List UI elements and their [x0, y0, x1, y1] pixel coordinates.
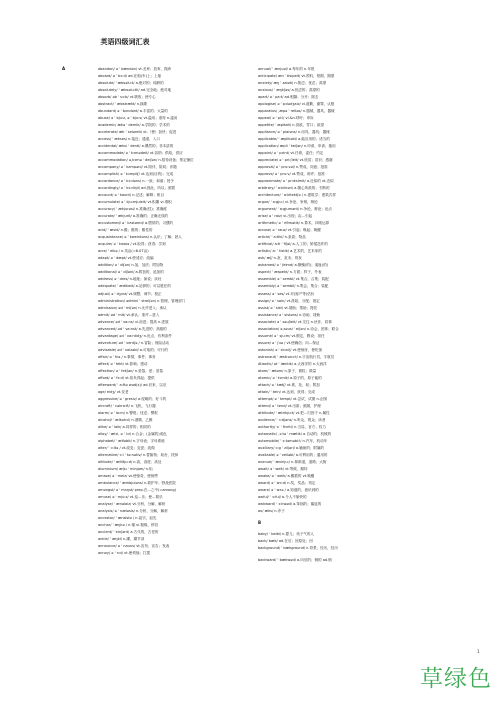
word-entry: assure/ ə ' ʃuə / vt.使确信；向…保证: [258, 340, 320, 345]
word-entry: additional/ ə ' diʃənl/ a.附加的，追加的: [98, 270, 164, 275]
word-entry: astonish/ ə ' stɔniʃ/ vt.使惊讶，使吃惊: [258, 347, 323, 352]
word-entry: advantage/ əd ' vaːntidʒ/ n.优点，有利条件: [98, 333, 172, 338]
word-entry: accordingly/ ə ' kɔːdiŋli/ ad.因此，所以；照着: [98, 186, 176, 191]
word-entry: accidental/ æksi ' dentl/ a.偶然的；非本质的: [98, 144, 174, 149]
word-entry: alike/ ə ' laik/ a.同样的；相同的: [98, 424, 151, 429]
word-entry: artistic/ aː ' tistik/ a.艺术的，艺术家的: [258, 249, 322, 254]
word-entry: apart/ ə ' paːt/ ad.相隔；分开；除去: [258, 95, 319, 100]
word-entry: aggressive/ ə ' gresiv/ a.侵略的；好斗的: [98, 396, 167, 401]
word-entry: avenue/ ' ævinjuː/ n.林荫道，道路；大街: [258, 459, 327, 464]
word-entry: acre/ ' eikə / n.英亩(=6.07亩): [98, 249, 149, 254]
word-entry: assign/ ə ' sain/ vt.派给，分配；指定: [258, 298, 320, 303]
word-entry: affair/ ə ' fɛə / n.事情，事件；事务: [98, 354, 156, 359]
word-entry: admit/ əd ' mit/ vt.承认；准许…进入: [98, 312, 160, 317]
word-entry: atom/ ' ætəm/ n.原子，微粒；微量: [258, 368, 317, 373]
word-entry: amongst/ ə ' mʌŋst/ prep.在…之中(=among): [98, 487, 177, 492]
word-entry: await/ ə ' weit/ vt.等候，期待: [258, 466, 308, 471]
word-entry: analysis/ ə ' næləsis/ n.分析，分解，解析: [98, 508, 168, 513]
word-entry: award/ ə ' wɔːd/ n.奖，奖品；判定: [258, 480, 316, 485]
word-entry: approve/ ə ' pruːv/ vt.赞成，称许；批准: [258, 172, 325, 177]
word-entry: anchor/ ' æŋkə / n.锚 vi.抛锚，停泊: [98, 523, 159, 528]
word-entry: ax/ æks/ n.斧子: [258, 508, 285, 513]
word-entry: application/ æpli ' keiʃən/ n.申请，申请；施用: [258, 144, 336, 149]
word-entry: architecture/ ' aːkitektʃə / n.建筑学；建筑式样: [258, 193, 336, 198]
word-entry: alternative/ ɔːl ' təːnətiv/ n.替换物；取舍，抉择: [98, 452, 179, 457]
word-entry: absolute/ ' æbsəluːt/ a.绝对的；纯粹的: [98, 81, 164, 86]
word-entry: appreciate/ ə ' priːʃieit/ vt.欣赏；赏识；感谢: [258, 158, 333, 163]
word-column-right: [258, 66, 456, 564]
word-entry: account/ ə ' kaunt/ n.记述；解释；账目: [98, 193, 164, 198]
word-entry: accompany/ ə ' kʌmpəni/ vt.陪伴，陪同；伴随: [98, 165, 177, 170]
word-entry: approximate/ ə ' prɔksimit/ a.近似的 vt.近似: [258, 179, 334, 184]
word-entry: alter/ ' ɔːltə / vt.改变；变更；改做: [98, 445, 155, 450]
word-entry: accordance/ ə ' kɔːdəns/ n.一致；和谐；授予: [98, 179, 174, 184]
word-entry: afterward/ ' aːftə wəd(z)/ ad.后来，以后: [98, 382, 167, 387]
word-entry: acquaintance/ ə ' kweintəns/ n.认识；了解；熟人: [98, 235, 182, 240]
word-entry: associate/ ə ' səuʃieit/ vt.交往 n.伙伴，同事: [258, 319, 332, 324]
word-entry: abandon/ ə ' bændən/ vt.丢弃；放弃，抛弃: [98, 67, 172, 71]
word-entry: assembly/ ə ' sembli/ n.集会，集合；装配: [258, 284, 329, 289]
word-entry: acquire/ ə ' kwaiə / vt.取得；获得；学到: [98, 242, 166, 247]
word-entry: automobile/ ' ɔːtəməbiːl/ n.汽车，机动车: [258, 438, 328, 443]
word-entry: ashamed/ ə ' ʃeimd/ a.惭愧(的)；羞耻(的): [258, 263, 329, 268]
word-entry: baby/ ' beibi/ n.婴儿；孩子气的人: [258, 532, 314, 537]
word-entry: association/ ə,səusi ' eiʃən/ n.协会，团体；联合: [258, 326, 339, 331]
word-entry: afford/ ə ' fɔːd/ vt.担负得起；提供: [98, 375, 155, 380]
word-entry: artificial/ aːti ' fiʃəl/ a.人工的；矫揉造作的: [258, 242, 328, 247]
page-number: 1: [477, 649, 480, 654]
word-entry: adapt/ ə ' dæpt/ vt.使适应；改编: [98, 256, 154, 261]
word-entry: anticipate/ æn ' tisipeit/ vt.预料，预期，期望: [258, 74, 335, 79]
word-entry: affection/ ə ' fekʃən/ n.爱慕，爱；爱慕: [98, 368, 163, 373]
word-entry: amaze/ ə ' meiz/ vt.使惊奇，使惊愕: [98, 473, 158, 478]
word-entry: automatic/ ,ɔːtə ' mætik/ a.自动的；机械的: [258, 431, 332, 436]
word-entry: awkward/ ' ɔːkwəd/ a.笨拙的；尴尬的: [258, 501, 322, 506]
word-entry: administration/ ədmini ' streiʃən/ n.管理，管理部门: [98, 298, 186, 303]
word-entry: advance/ əd ' vaːns/ vi.前进；提高 n.进展: [98, 319, 169, 324]
word-entry: ash/ æʃ/ n.灰，灰末；骨灰: [258, 256, 302, 261]
word-entry: arithmetic/ ə ' riθmətik/ n.算术，四则运算: [258, 221, 330, 226]
word-entry: appoint/ ə ' pɔint/ vt.任命，委任；约定: [258, 151, 324, 156]
word-entry: absolutely/ ' æbsəluːtli/ ad.完全地；绝对地: [98, 88, 172, 93]
word-entry: advanced/ əd ' vaːnst/ a.先进的；高级的: [98, 326, 167, 331]
word-entry: admission/ əd ' miʃən/ n.允许进入；承认: [98, 305, 167, 310]
word-entry: annoy/ ə ' nɔi/ vt.使烦恼；打搅: [98, 551, 151, 556]
word-entry: addition/ ə ' diʃən/ n.加，加法；附加物: [98, 263, 164, 268]
word-entry: Atlantic/ ət ' læntik/ a.大西洋的 n.大西洋: [258, 361, 327, 366]
word-entry: alloy/ ' ælɔi, ə ' lɔi/ n.合金；(金属的)成色: [98, 431, 167, 436]
word-entry: absorb/ əb ' sɔːb/ vt.吸收；使专心: [98, 95, 156, 100]
word-entry: atomic/ ə ' tɔmik/ a.原子的，原子能的: [258, 375, 322, 380]
word-entry: abstract/ ' æbstrækt/ n.摘要: [98, 102, 148, 107]
word-entry: argue/ ' aːgjuː/ vi.争论，争辩，辩论: [258, 200, 318, 205]
word-entry: adventure/ əd ' ventʃə / n.冒险；惊险活动: [98, 340, 170, 345]
word-entry: annual/ ' ænjuəl/ a.每年的 n.年报: [258, 67, 315, 71]
word-entry: alphabet/ ' ælfəbit/ n.字母表；字母系统: [98, 438, 165, 443]
word-entry: alarm/ ə ' laːm/ n.警报；忧虑；警报: [98, 410, 158, 415]
word-entry: accustomed/ ə ' kʌstəmd/ a.惯常的；习惯的: [98, 221, 174, 226]
word-entry: approval/ ə ' pruːvəl/ n.赞成，同意；批准: [258, 165, 328, 170]
word-entry: accommodation/ ə,kɔmə ' deiʃən/ n.招待设备；预定铺位: [98, 158, 194, 163]
word-entry: accurate/ ' ækjurit/ a.准确的；正确无误的: [98, 214, 169, 219]
word-entry: attribute/ ' ætribjuːt/ vt.把…归因于 n.属性: [258, 410, 330, 415]
word-entry: ambulance/ ' æmbjuləns/ n.救护车；野战医院: [98, 480, 176, 485]
word-entry: awake/ ə ' weik/ a.醒着的 vt.唤醒: [258, 473, 315, 478]
word-entry: argument/ ' aːgjumənt/ n.争论，辩论；论点: [258, 207, 332, 212]
word-entry: assist/ ə ' sist/ vt.援助；帮助；搀扶: [258, 305, 318, 310]
word-entry: apologise/ ə ' pɔlədʒaiz/ vi.道歉，谢罪，认错: [258, 102, 335, 107]
word-entry: accomplish/ ə ' kɔmpliʃ/ vt.达到(目的)；完成: [98, 172, 174, 177]
word-entry: appliance/ ə ' plaiəns/ n.用具，器具；器械: [258, 130, 330, 135]
word-entry: assess/ ə ' ses/ vt.对(财产等)估价: [258, 291, 315, 296]
word-column-left: [98, 66, 256, 557]
word-entry: aluminium/ ælju ' minjəm/ n.铝: [98, 466, 153, 471]
word-entry: abuse/ ə ' bjuːz, ə ' bjuːs/ vt.滥用；虐待 n.滥用: [98, 116, 178, 121]
section-letter-b: B: [258, 520, 262, 525]
word-entry: apparatus/ ,æpə ' reitəs/ n.器械，器具，器械: [258, 109, 335, 114]
word-entry: auxiliary/ ɔːg ' ziljəri/ a.辅助的；附属的: [258, 445, 325, 450]
word-entry: age/ eidʒ/ vt.变老: [98, 389, 129, 394]
word-entry: access/ ' ækses/ n.接近；通道，入口: [98, 137, 160, 142]
word-entry: aboard/ ə ' bɔːd/ ad.在船(车)上；上船: [98, 74, 162, 79]
word-entry: attend/ ə ' tend/ vt.出席；照顾，护理: [258, 403, 321, 408]
word-entry: attempt/ ə ' tempt/ vt.尝试，试图 n.企图: [258, 396, 327, 401]
word-entry: aspect/ ' æspekt/ n.方面；样子，外表: [258, 270, 322, 275]
word-entry: assume/ ə ' sjuːm/ vt.假定，假设；担任: [258, 333, 325, 338]
word-entry: assistance/ ə ' sistəns/ n.协助，援助: [258, 312, 321, 317]
watermark-logo: 草绿色: [420, 666, 492, 692]
word-entry: background/ ' bækgraund/ n.背景，经历，经历: [258, 546, 338, 551]
word-entry: arise/ ə ' raiz/ vi.出现；由…引起: [258, 214, 313, 219]
word-entry: aware/ ə ' wɛə / a.知道的，意识到的: [258, 487, 319, 492]
word-entry: ancient/ ' einʃənt/ a.古代的，古老的: [98, 530, 159, 535]
word-entry: appeal/ ə ' piːl/ vi.&n.呼吁；申诉: [258, 116, 314, 121]
word-entry: anxiety/ æŋ ' zaiəti/ n.焦虑；忧虑；渴望: [258, 81, 327, 86]
word-entry: academic/ ækə ' demik/ a.学院的；学术的: [98, 123, 170, 128]
word-entry: amuse/ ə ' mjuːz/ vt.逗…乐；使…娱乐: [98, 494, 163, 499]
word-entry: abundant/ ə ' bʌndənt/ a.丰富的；大量的: [98, 109, 168, 114]
word-entry: address/ ə ' dres/ n.地址；演说；谈吐: [98, 277, 162, 282]
word-entry: available/ ə ' veiləbl/ a.可利用的；通用的: [258, 452, 328, 457]
word-entry: altitude/ ' æltitjuːd/ n.高，高度；高处: [98, 459, 162, 464]
word-entry: assemble/ ə ' sembl/ vt.集合，召集；装配: [258, 277, 329, 282]
word-entry: astronaut/ ' æstrənɔːt/ n.宇宙航行员，宇航员: [258, 354, 335, 359]
word-entry: applicable/ ' æplikəbl/ a.能应用的；适当的: [258, 137, 330, 142]
word-entry: adjust/ ə ' dʒʌst/ vt.调整，调节；校正: [98, 291, 162, 296]
word-entry: ancestor/ ' ænsistə / n.祖宗，祖先: [98, 516, 157, 520]
word-entry: anxious/ ' æŋkʃəs/ a.忧虑的；渴望的: [258, 88, 320, 93]
page-title: 英语四级词汇表: [100, 38, 150, 46]
word-entry: arbitrary/ ' aːbitrəri/ a.随心所欲的；专断的: [258, 186, 330, 191]
word-entry: accuracy/ ' ækjurəsi/ n.准确(性)；准确度: [98, 207, 167, 212]
word-entry: authority/ ɔː ' θɔriti/ n.当局，官方；权力: [258, 424, 326, 429]
word-entry: awful/ ' ɔːful/ a.令人不愉快的: [258, 494, 307, 499]
word-entry: advisable/ əd ' vaizəbl/ a.可取的；可行的: [98, 347, 168, 352]
word-entry: adequate/ ' ædikwit/ a.足够的；可以胜任的: [98, 284, 171, 289]
word-entry: attain/ ' tein/ vt.达到，获得；完成: [258, 389, 315, 394]
word-entry: backward/ ' bækwəd/ a.向后的；倒的 ad.倒: [258, 558, 332, 563]
word-entry: accumulate/ ə ' kjuːmjuleit/ vt.积累 vi.堆积: [98, 200, 172, 205]
word-entry: analyse/ ' ænəlaiz/ vt.分析，分解，解析: [98, 501, 166, 506]
word-entry: article/ ' aːtikl/ n.条款；物品: [258, 235, 306, 240]
word-entry: accelerate/ æk ' seləreit/ vt.（使）加快；促进: [98, 130, 177, 135]
word-entry: acid/ ' æsid/ n.酸；酸的；酸性的: [98, 228, 153, 233]
word-entry: back/ bæk/ ad.在后；回原处；回: [258, 539, 313, 544]
word-entry: attach/ ə ' tætʃ/ vt.系，拴，贴；附加: [258, 382, 320, 387]
word-entry: ankle/ ' æŋkl/ n.踝，踝节部: [98, 537, 145, 542]
word-entry: accommodate/ ə ' kɔmədeit/ vt.容纳；供给，供应: [98, 151, 183, 156]
word-entry: affect/ ə ' fekt/ vt.影响；感动: [98, 361, 148, 366]
word-entry: appetite/ ' æpitait/ n.食欲，胃口；欲望: [258, 123, 324, 128]
section-letter-a: A: [62, 66, 66, 71]
word-entry: arouse/ ə ' rauz/ vt.引起；唤起；唤醒: [258, 228, 321, 233]
word-entry: announce/ ə ' nauns/ vt.宣布；宣告；发表: [98, 544, 170, 549]
word-entry: aircraft/ ' ɛəkraːft/ n.飞机，飞行器: [98, 403, 156, 408]
word-entry: audience/ ' ɔːdjəns/ n.听众，观众；读者: [258, 417, 326, 422]
word-entry: alcohol/ ' ælkəhɔl/ n.酒精，乙醇: [98, 417, 153, 422]
